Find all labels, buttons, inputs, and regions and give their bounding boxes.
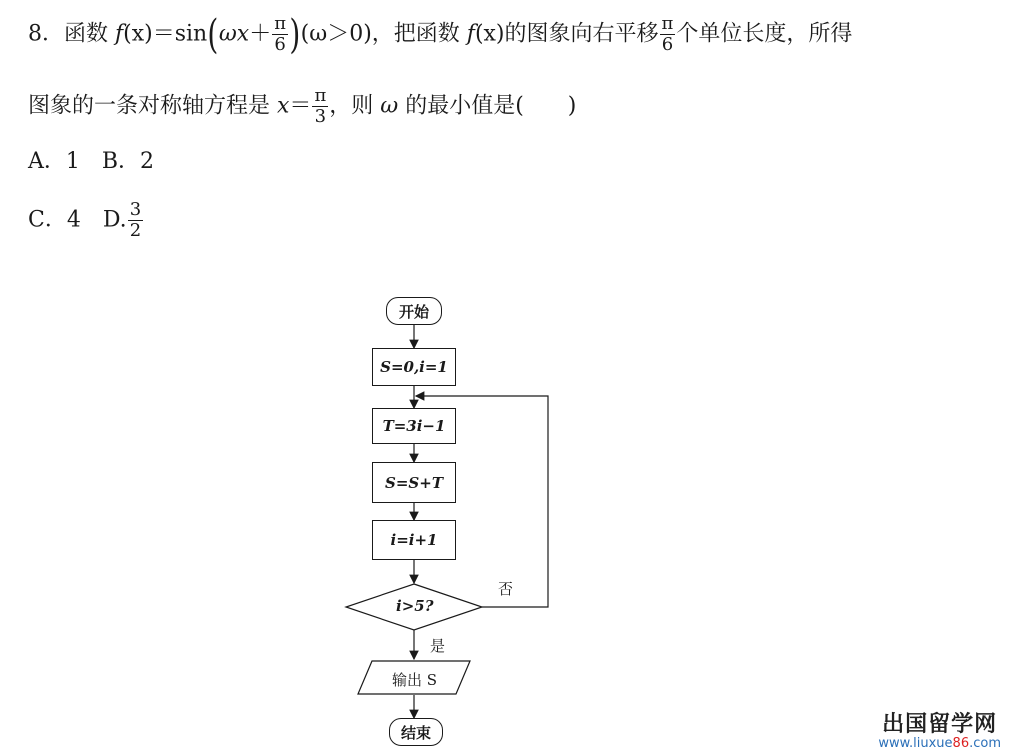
question-line-2: 图象的一条对称轴方程是 x＝ $\frac{\pi}{3}$ ，则 ω 的最小值是( ) [28,85,577,127]
init-box: S=0,i=1 [372,348,456,386]
fraction-d: $\frac{3}{2}$ [129,199,142,241]
no-label: 否 [498,580,514,598]
question-number: 8． [28,21,64,47]
start-terminal: 开始 [386,297,442,325]
watermark-name: 出国留学网 [882,712,998,737]
end-terminal: 结束 [389,718,443,746]
left-paren: ( [207,11,219,58]
fraction-pi-over-6: $\frac{\pi}{6}$ [274,13,287,55]
step-i-box: i=i+1 [372,520,456,560]
yes-label: 是 [430,637,446,655]
options-row-2: C．4 D. $\frac{3}{2}$ [28,199,142,241]
output-label: 输出 S [392,671,438,689]
fraction-pi-over-3: $\frac{\pi}{3}$ [314,85,327,127]
step-s-box: S=S+T [372,462,456,503]
watermark [878,707,1001,751]
right-paren: ) [289,11,301,58]
fraction-shift: $\frac{\pi}{6}$ [661,13,674,55]
step-t-box: T=3i−1 [372,408,456,444]
options-row-1: A．1 B．2 [28,149,155,174]
watermark-url: www.liuxue86.com [878,736,1001,751]
question-line-1: 8．函数 f(x)＝sin(ωx＋ $\frac{\pi}{6}$ )(ω＞0)，把函数 f(x)的图象向右平移 $\frac{\pi}{6}$ 个单位长度，所得 [28,11,853,58]
decision-label: i>5? [396,597,434,615]
